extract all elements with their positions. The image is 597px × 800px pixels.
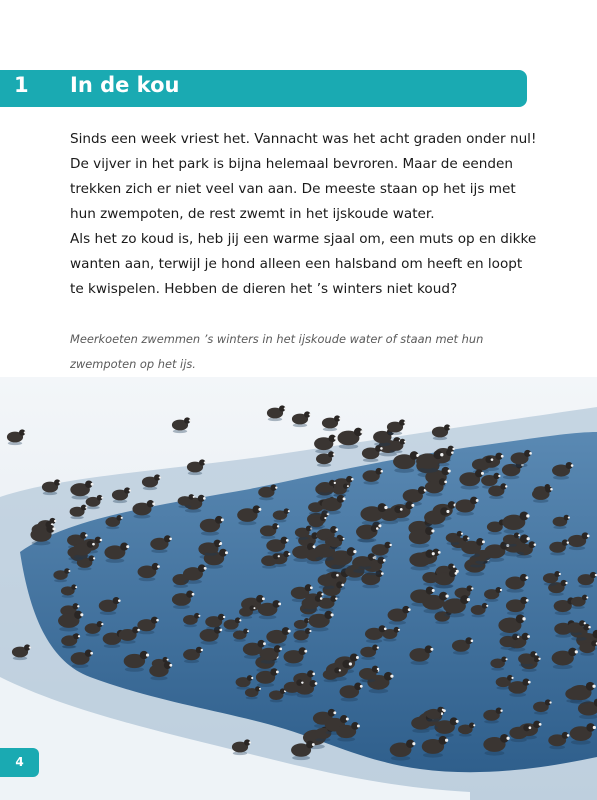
chapter-number: 1 — [14, 73, 29, 97]
paragraph-1: Sinds een week vriest het. Vannacht was het acht graden onder nul! De vijver in het park is bijna helemaal bevroren. Maar de eenden trekken zich er niet veel van aan. De meeste staan op het ijs met hun zwempoten, de rest zwemt in het ijskoude water. — [70, 131, 537, 222]
photo-caption: Meerkoeten zwemmen ’s winters in het ijskoude water of staan met hun zwempoten op het ijs. — [70, 332, 484, 371]
coots-photo — [0, 377, 597, 800]
body-text — [70, 127, 540, 302]
chapter-title: In de kou — [70, 73, 180, 97]
photo-illustration — [0, 377, 597, 800]
chapter-header — [0, 70, 527, 107]
page-number: 4 — [0, 748, 39, 777]
paragraph-2: Als het zo koud is, heb jij een warme sjaal om, een muts op en dikke wanten aan, terwijl je hond alleen een halsband om heeft en loopt te kwispelen. Hebben de dieren het ’s winters niet koud? — [70, 231, 537, 297]
